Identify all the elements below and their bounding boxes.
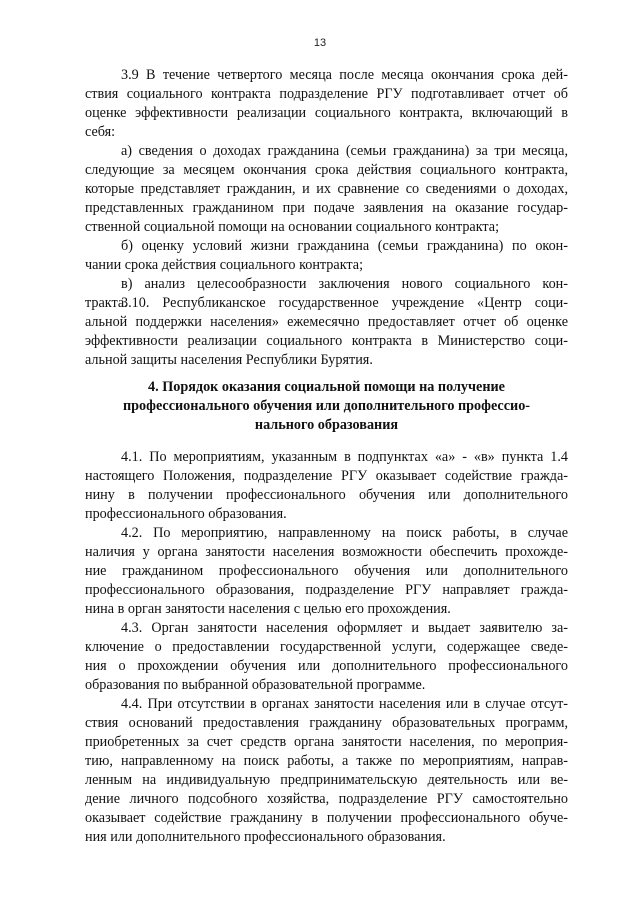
text-line: оценке эффективности реализации социального контракта, включающий в <box>85 105 568 121</box>
text-line: ленным на индивидуальную предпринимательскую деятельность или ве- <box>85 772 568 788</box>
page-number: 13 <box>313 37 327 49</box>
text-line: приобретенных за счет средств органа занятости населения, по мероприя- <box>85 734 568 750</box>
text-line: ключение о предоставлении государственной услуги, содержащее сведе- <box>85 639 568 655</box>
text-line: ственной социальной помощи на основании социального контракта; <box>85 219 500 235</box>
text-line: оказывает содействие гражданину в получении профессионального обуче- <box>85 810 568 826</box>
text-line: ния или дополнительного профессионального образования. <box>85 829 446 845</box>
list-item-a <box>85 142 568 237</box>
text-line: образования по выбранной образовательной программе. <box>85 677 426 693</box>
heading-line: 4. Порядок оказания социальной помощи на получение <box>148 379 505 395</box>
text-line: тракта. <box>85 295 128 311</box>
text-line: ние гражданином профессионального обучения или дополнительного <box>85 563 568 579</box>
section-heading-4 <box>85 378 568 435</box>
text-line: 4.1. По мероприятиям, указанным в подпунктах «а» - «в» пункта 1.4 <box>121 449 568 465</box>
heading-line: нального образования <box>254 417 399 433</box>
text-line: нину в получении профессионального обучения или дополнительного <box>85 487 568 503</box>
text-line: 3.10. Республиканское государственное учреждение «Центр соци- <box>121 295 568 311</box>
text-line: ствия социального контракта подразделение РГУ подготавливает отчет об <box>85 86 568 102</box>
text-line: 3.9 В течение четвертого месяца после месяца окончания срока дей- <box>121 67 568 83</box>
heading-line: профессионального обучения или дополнительного профессио- <box>122 398 531 414</box>
text-line: представленных гражданином при подаче заявления на оказание государ- <box>85 200 568 216</box>
text-line: а) сведения о доходах гражданина (семьи гражданина) за три месяца, <box>121 143 568 159</box>
text-line: профессионального образования. <box>85 506 287 522</box>
text-line: тию, направленному на поиск работы, а также по мероприятиям, направ- <box>85 753 568 769</box>
paragraph-3-10 <box>85 294 568 370</box>
text-line: дение личного подсобного хозяйства, подразделение РГУ самостоятельно <box>85 791 568 807</box>
text-line: себя: <box>85 124 116 140</box>
text-line: в) анализ целесообразности заключения нового социального кон- <box>121 276 568 292</box>
paragraph-4-3 <box>85 619 568 695</box>
text-line: нина в орган занятости населения с целью его прохождения. <box>85 601 451 617</box>
text-line: профессионального образования, подразделение РГУ направляет гражда- <box>85 582 568 598</box>
text-line: альной поддержки населения» ежемесячно предоставляет отчет об оценке <box>85 314 568 330</box>
paragraph-4-1 <box>85 448 568 524</box>
paragraph-4-2 <box>85 524 568 619</box>
text-line: 4.4. При отсутствии в органах занятости населения или в случае отсут- <box>121 696 568 712</box>
text-line: альной защиты населения Республики Бурятия. <box>85 352 373 368</box>
text-line: 4.2. По мероприятию, направленному на поиск работы, в случае <box>121 525 568 541</box>
text-line: следующие за месяцем окончания срока действия социального контракта, <box>85 162 568 178</box>
text-line: ствия оснований предоставления гражданину образовательных программ, <box>85 715 568 731</box>
text-line: чании срока действия социального контракта; <box>85 257 364 273</box>
list-item-b <box>85 237 568 275</box>
paragraph-4-4 <box>85 695 568 847</box>
text-line: ния о прохождении обучения или дополнительного профессионального <box>85 658 568 674</box>
text-line: настоящего Положения, подразделение РГУ оказывает содействие гражда- <box>85 468 568 484</box>
text-line: б) оценку условий жизни гражданина (семьи гражданина) по окон- <box>121 238 568 254</box>
text-line: эффективности реализации социального контракта в Министерство соци- <box>85 333 568 349</box>
paragraph-3-9 <box>85 66 568 142</box>
text-line: наличия у органа занятости населения возможности обеспечить прохожде- <box>85 544 568 560</box>
text-line: которые представляет гражданин, и их сравнение со сведениями о доходах, <box>85 181 568 197</box>
text-line: 4.3. Орган занятости населения оформляет и выдает заявителю за- <box>121 620 568 636</box>
